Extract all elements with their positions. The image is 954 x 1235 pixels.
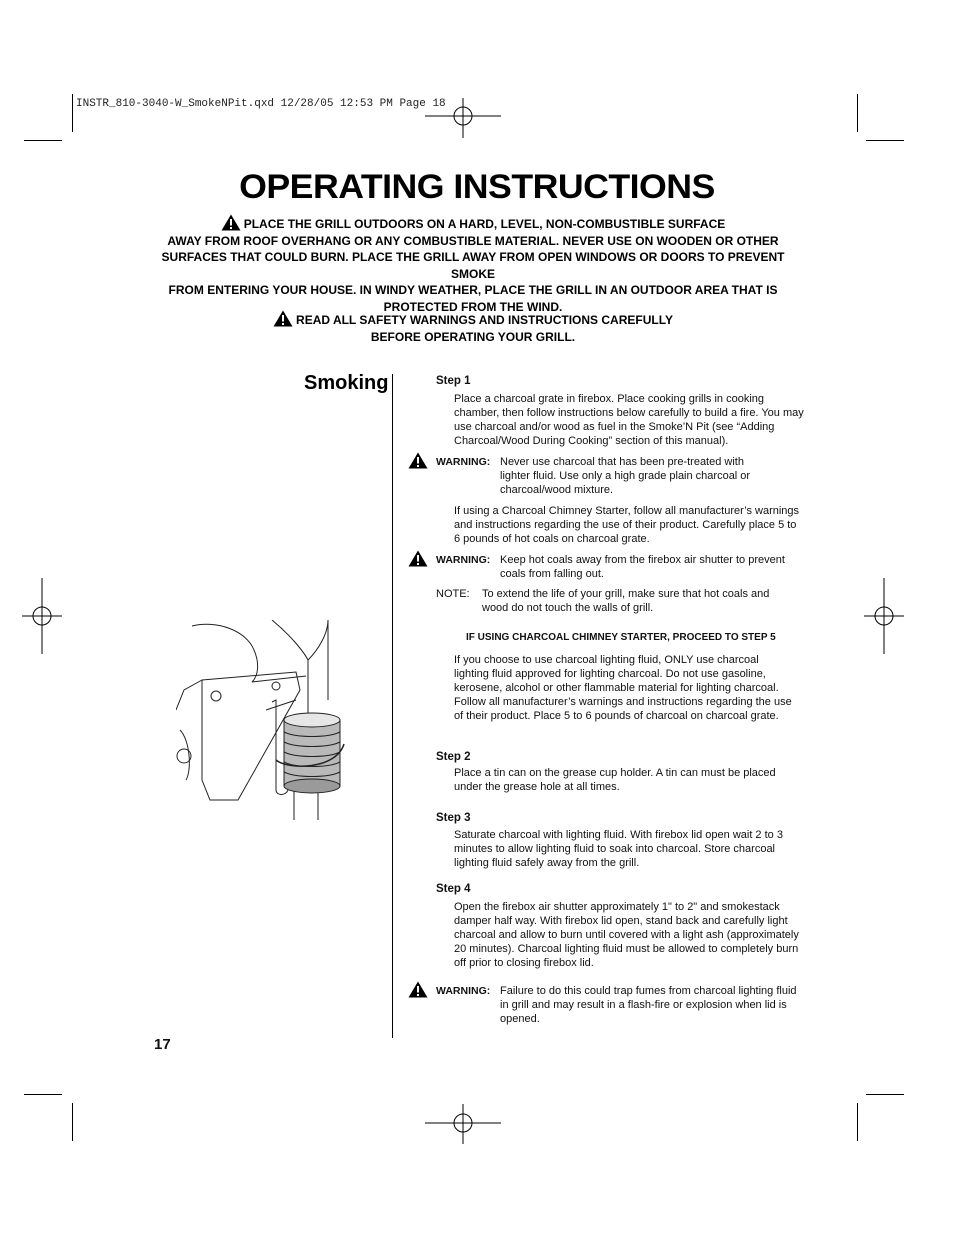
warning-line: BEFORE OPERATING YOUR GRILL. <box>370 329 576 344</box>
safety-warning-read <box>140 310 806 345</box>
tin-can-illustration <box>176 620 358 820</box>
step-4-text: Open the firebox air shutter approximately 1" to 2" and smokestack damper half way. With firebox lid open, stand back and carefully light charcoal and allow to burn until covered with a light ash (approximately 20 minutes). Charcoal lighting fluid must be allowed to completely burn off prior to closing firebox lid. <box>454 901 799 969</box>
warning-line <box>140 214 806 233</box>
step-1-fluid-text: If you choose to use charcoal lighting fluid, ONLY use charcoal lighting fluid approved for lighting charcoal. Do not use gasoline, kerosene, alcohol or other flammable material for lighting charcoal. Follow all manufacturer’s warnings and instructions regarding the use of their product. Place 5 to 6 pounds of charcoal on charcoal grate. <box>454 654 792 722</box>
warning-label <box>408 553 500 581</box>
warning-line: SURFACES THAT COULD BURN. PLACE THE GRILL AWAY FROM OPEN WINDOWS OR DOORS TO PREVENT SMOKE <box>161 250 785 281</box>
step-2-label <box>436 750 802 764</box>
page-number: 17 <box>154 1036 171 1053</box>
step-2-text: Place a tin can on the grease cup holder. A tin can must be placed under the grease hole at all times. <box>454 767 776 793</box>
warning-triangle-icon <box>408 981 428 998</box>
crop-mark <box>866 1094 904 1095</box>
step-label: Step 2 <box>436 751 471 763</box>
warning-text: PLACE THE GRILL OUTDOORS ON A HARD, LEVEL, NON-COMBUSTIBLE SURFACE <box>243 217 726 231</box>
warning-label-text: WARNING: <box>436 985 491 997</box>
warning-triangle-icon <box>273 310 293 327</box>
step-1-text: Place a charcoal grate in firebox. Place cooking grills in cooking chamber, then follow instructions below carefully to build a fire. You may use charcoal and/or wood as fuel in the Smoke’N Pit (see “Adding Charcoal/Wood During Cooking” section of this manual). <box>454 393 804 447</box>
chimney-starter-subhead: IF USING CHARCOAL CHIMNEY STARTER, PROCEED TO STEP 5 <box>466 632 776 643</box>
section-title: Smoking <box>304 372 389 394</box>
note-row <box>436 587 802 615</box>
step-3-label <box>436 811 802 825</box>
page-title: OPERATING INSTRUCTIONS <box>239 168 715 206</box>
warning-line: FROM ENTERING YOUR HOUSE. IN WINDY WEATHER, PLACE THE GRILL IN AN OUTDOOR AREA THAT IS <box>168 283 778 297</box>
registration-mark-icon <box>425 1104 501 1144</box>
warning-text: READ ALL SAFETY WARNINGS AND INSTRUCTIONS CAREFULLY <box>296 313 673 327</box>
step-1-label <box>436 374 802 388</box>
crop-mark <box>24 140 62 141</box>
warning-row <box>408 553 802 581</box>
note-text: To extend the life of your grill, make sure that hot coals and wood do not touch the walls of grill. <box>482 588 770 614</box>
crop-mark <box>857 1103 858 1141</box>
registration-mark-icon <box>864 578 904 654</box>
warning-text: Keep hot coals away from the firebox air shutter to prevent coals from falling out. <box>500 554 785 580</box>
warning-row <box>408 984 802 1026</box>
warning-triangle-icon <box>408 452 428 469</box>
safety-warning-placement <box>140 214 806 315</box>
step-label: Step 3 <box>436 812 471 824</box>
crop-mark <box>857 94 858 132</box>
warning-text: Failure to do this could trap fumes from charcoal lighting fluid in grill and may result in a flash-fire or explosion when lid is opened. <box>500 985 797 1025</box>
crop-mark <box>866 140 904 141</box>
file-slug: INSTR_810-3040-W_SmokeNPit.qxd 12/28/05 12:53 PM Page 18 <box>76 98 446 110</box>
step-label: Step 1 <box>436 375 471 387</box>
crop-mark <box>24 1094 62 1095</box>
warning-line: PROTECTED FROM THE WIND. <box>383 299 563 314</box>
warning-label <box>408 455 500 497</box>
step-3-text: Saturate charcoal with lighting fluid. With firebox lid open wait 2 to 3 minutes to allow lighting fluid to soak into charcoal. Store charcoal lighting fluid safely away from the grill. <box>454 829 783 869</box>
step-4-label <box>436 882 802 896</box>
step-1-chimney-text: If using a Charcoal Chimney Starter, follow all manufacturer’s warnings and instructions regarding the use of their product. Carefully place 5 to 6 pounds of hot coals on charcoal grate. <box>454 505 800 545</box>
warning-label <box>408 984 500 1026</box>
note-label: NOTE: <box>436 588 470 600</box>
crop-mark <box>72 94 73 132</box>
warning-triangle-icon <box>221 214 241 231</box>
warning-line: AWAY FROM ROOF OVERHANG OR ANY COMBUSTIBLE MATERIAL. NEVER USE ON WOODEN OR OTHER <box>167 233 779 248</box>
step-label: Step 4 <box>436 883 471 895</box>
warning-text: Never use charcoal that has been pre-treated with lighter fluid. Use only a high grade plain charcoal or charcoal/wood mixture. <box>500 456 751 496</box>
warning-label-text: WARNING: <box>436 456 491 468</box>
column-divider <box>392 374 393 1038</box>
warning-triangle-icon <box>408 550 428 567</box>
registration-mark-icon <box>22 578 62 654</box>
warning-row <box>408 455 802 497</box>
warning-line <box>140 310 806 329</box>
warning-label-text: WARNING: <box>436 554 491 566</box>
crop-mark <box>72 1103 73 1141</box>
